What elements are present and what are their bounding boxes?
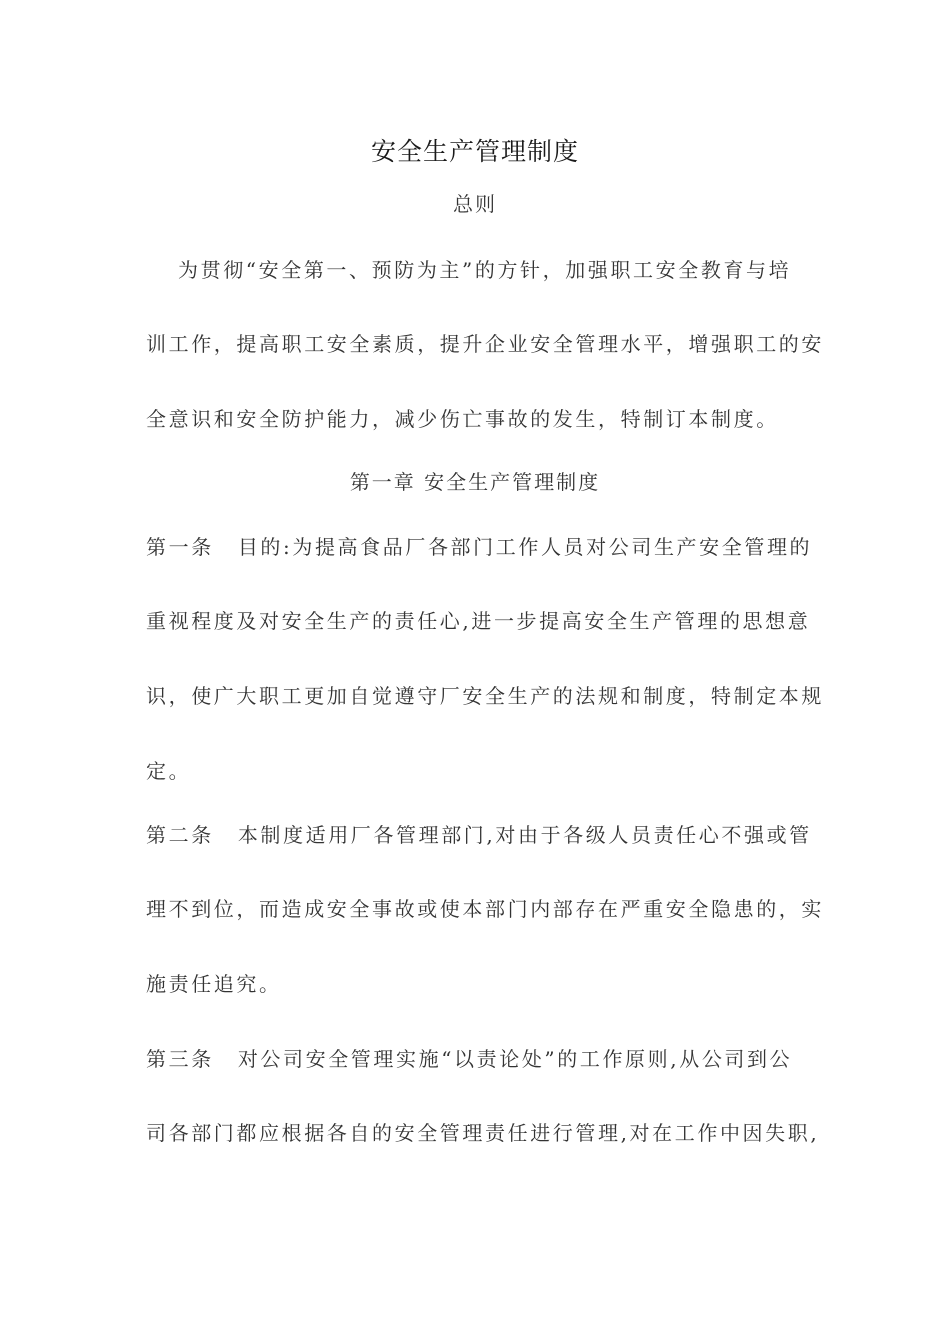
article-text: 对公司安全管理实施“以责论处”的工作原则,从公司到公 xyxy=(237,1047,793,1071)
article-text: 目的:为提高食品厂各部门工作人员对公司生产安全管理的 xyxy=(237,535,813,559)
article-3-first-line xyxy=(146,1043,826,1072)
paragraph-line: 定。 xyxy=(146,759,192,783)
document-title: 安全生产管理制度 xyxy=(370,137,579,166)
chapter-heading: 第一章 安全生产管理制度 xyxy=(349,470,601,494)
section-heading-general: 总则 xyxy=(453,192,497,216)
article-text: 本制度适用厂各管理部门,对由于各级人员责任心不强或管 xyxy=(237,823,812,847)
article-1-first-line xyxy=(146,531,826,560)
paragraph-line: 为贯彻“安全第一、预防为主”的方针，加强职工安全教育与培 xyxy=(178,258,792,282)
paragraph-line: 施责任追究。 xyxy=(146,972,282,996)
article-label: 第一条 xyxy=(146,535,214,559)
paragraph-line: 司各部门都应根据各自的安全管理责任进行管理,对在工作中因失职, xyxy=(146,1121,820,1145)
article-label: 第三条 xyxy=(146,1047,214,1071)
article-label: 第二条 xyxy=(146,823,214,847)
paragraph-line: 识，使广大职工更加自觉遵守厂安全生产的法规和制度，特制定本规 xyxy=(146,684,824,708)
paragraph-line: 理不到位，而造成安全事故或使本部门内部存在严重安全隐患的，实 xyxy=(146,897,824,921)
paragraph-line: 训工作，提高职工安全素质，提升企业安全管理水平，增强职工的安 xyxy=(146,332,824,356)
paragraph-line: 全意识和安全防护能力，减少伤亡事故的发生，特制订本制度。 xyxy=(146,407,779,431)
article-2-first-line xyxy=(146,819,826,848)
paragraph-line: 重视程度及对安全生产的责任心,进一步提高安全生产管理的思想意 xyxy=(146,609,811,633)
